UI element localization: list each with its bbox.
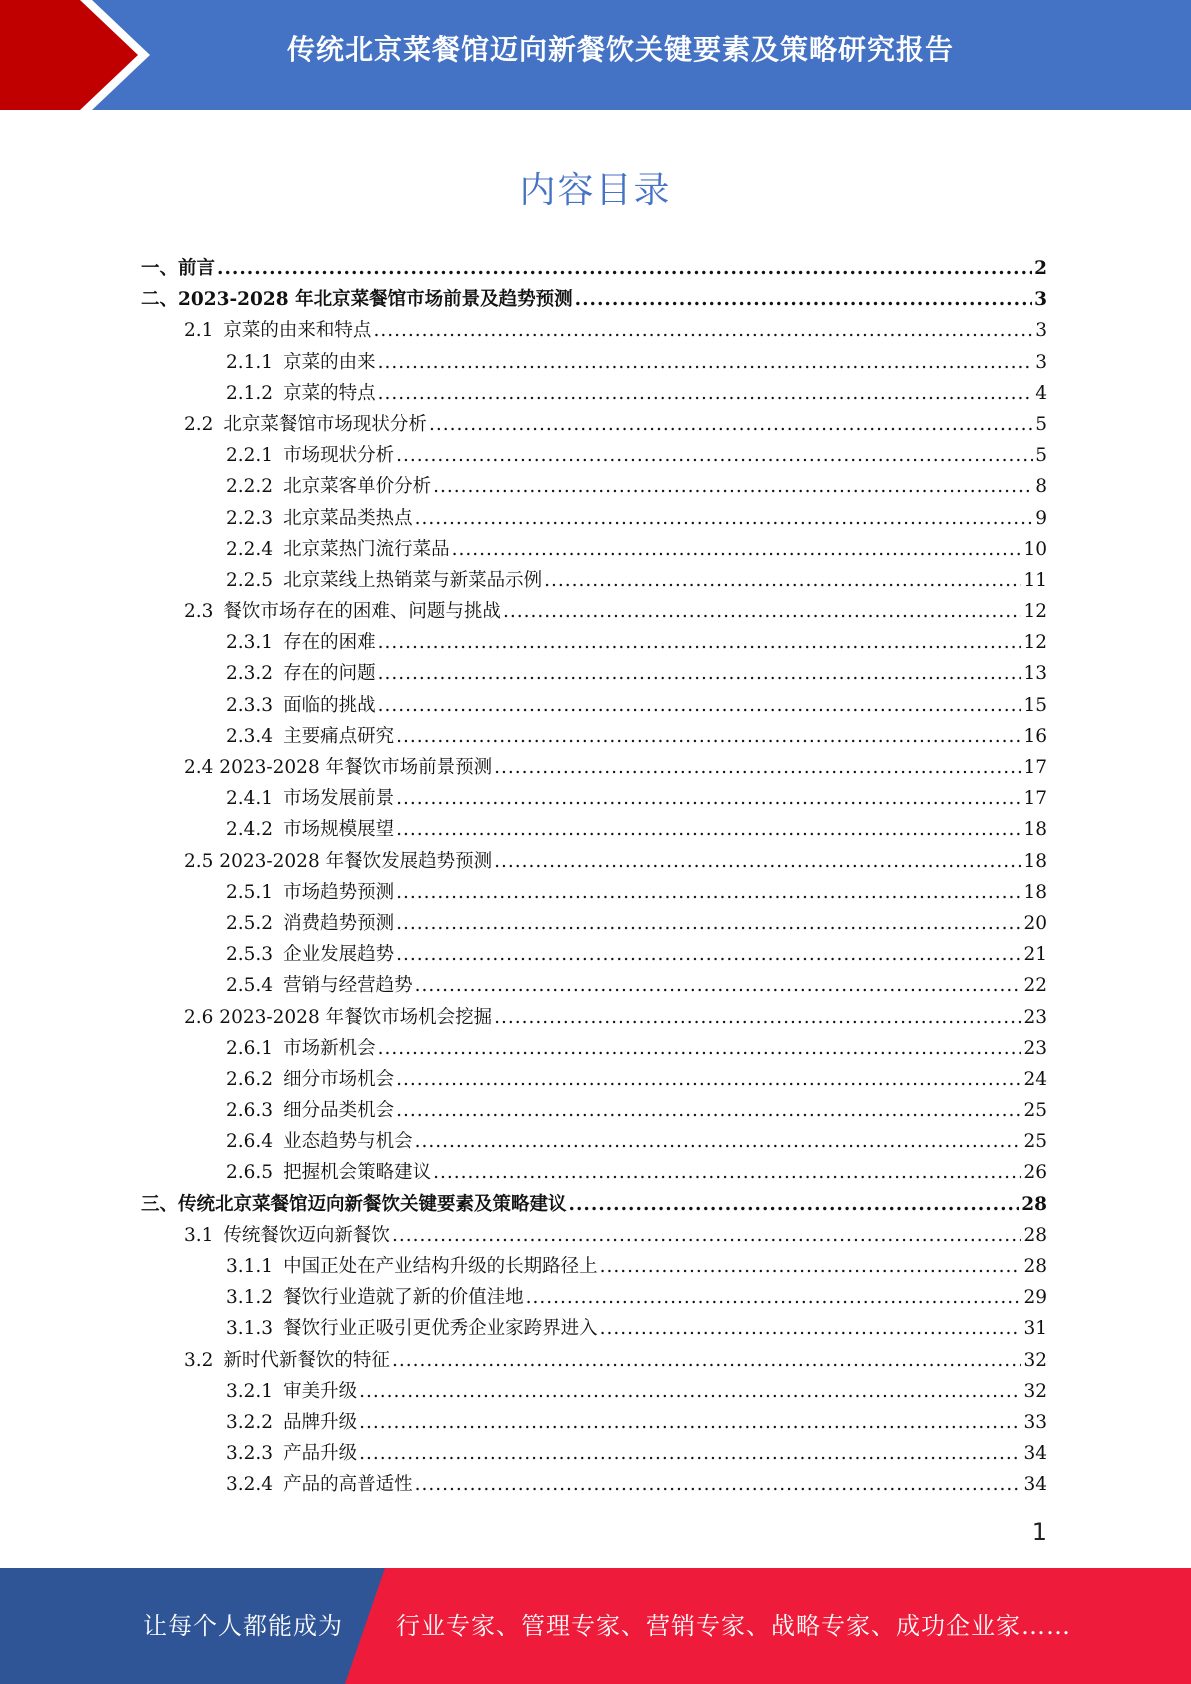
toc-entry[interactable]	[141, 1408, 1047, 1439]
toc-entry-page: 23	[1023, 1037, 1047, 1059]
toc-dot-leader	[494, 1007, 1021, 1028]
toc-entry-number: 3.1	[184, 1224, 214, 1246]
toc-entry-page: 28	[1023, 1224, 1047, 1246]
toc-entry[interactable]	[141, 348, 1047, 379]
toc-entry[interactable]	[141, 441, 1047, 472]
toc-entry-number: 2.3.4	[226, 725, 274, 747]
toc-dot-leader	[494, 851, 1021, 872]
toc-entry-number: 2.5.3	[226, 944, 274, 966]
toc-entry-title: 把握机会策略建议	[283, 1162, 432, 1184]
toc-entry-number: 2.3.3	[226, 694, 274, 716]
toc-dot-leader	[378, 352, 1034, 373]
toc-entry-title: 企业发展趋势	[283, 944, 395, 966]
toc-entry-page: 31	[1023, 1318, 1047, 1340]
toc-entry[interactable]	[141, 659, 1047, 690]
toc-title: 内容目录	[519, 170, 672, 211]
toc-entry-number: 2.2.5	[226, 569, 274, 591]
toc-entry[interactable]	[141, 1221, 1047, 1252]
toc-entry-page: 29	[1023, 1287, 1047, 1309]
toc-entry-page: 18	[1023, 850, 1047, 872]
toc-entry-page: 16	[1023, 725, 1047, 747]
toc-dot-leader	[396, 1100, 1021, 1121]
toc-entry-page: 18	[1023, 819, 1047, 841]
toc-entry-title: 2.4 2023-2028 年餐饮市场前景预测	[184, 757, 493, 778]
toc-entry-page: 10	[1023, 538, 1047, 560]
toc-entry-number: 2.5.2	[226, 912, 274, 934]
toc-entry-number: 2.4.1	[226, 788, 274, 810]
toc-dot-leader	[503, 601, 1022, 622]
toc-entry-number: 3.1.3	[226, 1318, 274, 1340]
toc-dot-leader	[396, 1069, 1021, 1090]
toc-entry-number: 2.3.2	[226, 663, 274, 685]
toc-entry[interactable]	[141, 285, 1047, 316]
toc-dot-leader	[415, 508, 1034, 529]
toc-entry[interactable]	[141, 1190, 1047, 1221]
toc-entry-number: 2.5.1	[226, 881, 274, 903]
toc-entry-number: 3.1.2	[226, 1287, 274, 1309]
toc-dot-leader	[378, 383, 1034, 404]
toc-entry-title: 2.5 2023-2028 年餐饮发展趋势预测	[184, 850, 493, 872]
toc-dot-leader	[415, 975, 1022, 996]
toc-entry-page: 34	[1023, 1443, 1047, 1465]
toc-entry[interactable]	[141, 1096, 1047, 1127]
toc-entry-page: 28	[1021, 1193, 1047, 1215]
toc-dot-leader	[373, 320, 1033, 341]
toc-entry-page: 5	[1035, 445, 1047, 467]
toc-entry-number: 3.2.1	[226, 1380, 274, 1402]
toc-dot-leader	[575, 289, 1033, 310]
toc-entry-title: 品牌升级	[283, 1411, 358, 1433]
toc-dot-leader	[544, 570, 1021, 591]
toc-entry[interactable]	[141, 1314, 1047, 1345]
toc-entry-title: 北京菜餐馆市场现状分析	[223, 413, 427, 435]
toc-entry-number: 二、	[141, 289, 179, 311]
toc-entry[interactable]	[141, 1065, 1047, 1096]
toc-entry-page: 4	[1035, 382, 1047, 404]
toc-entry-page: 32	[1023, 1380, 1047, 1402]
toc-dot-leader	[433, 476, 1033, 497]
toc-entry-page: 3	[1035, 320, 1047, 342]
toc-entry-title: 市场发展前景	[283, 788, 395, 810]
toc-dot-leader	[359, 1443, 1021, 1464]
toc-entry-title: 京菜的特点	[283, 382, 376, 404]
toc-dot-leader	[569, 1194, 1020, 1215]
toc-entry-page: 3	[1035, 351, 1047, 373]
toc-entry-number: 2.1.1	[226, 351, 274, 373]
toc-dot-leader	[452, 539, 1022, 560]
toc-dot-leader	[396, 726, 1021, 747]
toc-dot-leader	[600, 1256, 1022, 1277]
toc-entry-page: 11	[1023, 569, 1047, 591]
toc-dot-leader	[396, 882, 1021, 903]
toc-entry-page: 12	[1023, 601, 1047, 623]
report-title: 传统北京菜餐馆迈向新餐饮关键要素及策略研究报告	[286, 33, 954, 66]
toc-entry-title: 中国正处在产业结构升级的长期路径上	[283, 1256, 598, 1277]
toc-entry-page: 17	[1023, 788, 1047, 810]
toc-entry-number: 2.2.2	[226, 476, 274, 498]
toc-entry-title: 北京菜客单价分析	[283, 476, 432, 498]
toc-entry-number: 三、	[141, 1193, 179, 1215]
toc-entry-page: 18	[1023, 881, 1047, 903]
toc-entry-number: 3.2.3	[226, 1443, 274, 1465]
toc-entry[interactable]	[141, 597, 1047, 628]
toc-entry[interactable]	[141, 379, 1047, 410]
toc-dot-leader	[378, 695, 1022, 716]
toc-entry-number: 2.2.1	[226, 445, 274, 467]
toc-entry-page: 28	[1023, 1256, 1047, 1277]
toc-entry[interactable]	[141, 940, 1047, 971]
page-number: 1	[1031, 1518, 1047, 1546]
toc-entry-number: 2.6.1	[226, 1037, 274, 1059]
footer-roles: 行业专家、管理专家、营销专家、战略专家、成功企业家……	[396, 1612, 1071, 1640]
header-banner	[0, 0, 1191, 110]
toc-entry-title: 细分品类机会	[283, 1100, 395, 1122]
toc-entry-page: 26	[1023, 1162, 1047, 1184]
toc-entry-title: 细分市场机会	[283, 1068, 395, 1090]
toc-entry[interactable]	[141, 628, 1047, 659]
toc-entry[interactable]	[141, 1034, 1047, 1065]
toc-entry[interactable]	[141, 784, 1047, 815]
toc-entry-number: 2.5.4	[226, 975, 274, 997]
toc-dot-leader	[396, 944, 1021, 965]
toc-entry-number: 2.1.2	[226, 382, 274, 404]
toc-entry[interactable]	[141, 1283, 1047, 1314]
toc-entry-number: 2.3	[184, 601, 214, 623]
toc-entry-page: 8	[1035, 476, 1047, 498]
toc-entry-number: 3.2.2	[226, 1411, 274, 1433]
toc-dot-leader	[600, 1318, 1022, 1339]
toc-entry[interactable]	[141, 1252, 1047, 1283]
toc-dot-leader	[378, 663, 1022, 684]
toc-entry-number: 2.4.2	[226, 819, 274, 841]
toc-entry-number: 2.6.3	[226, 1100, 274, 1122]
toc-entry-number: 3.2.4	[226, 1474, 274, 1496]
toc-entry[interactable]	[141, 1127, 1047, 1158]
toc-entry[interactable]	[141, 472, 1047, 503]
toc-entry-number: 3.2	[184, 1349, 214, 1371]
toc-entry-number: 2.6.5	[226, 1162, 274, 1184]
toc-entry[interactable]	[141, 1346, 1047, 1377]
toc-dot-leader	[378, 1038, 1022, 1059]
toc-entry-title: 市场新机会	[283, 1037, 376, 1059]
toc-entry-page: 15	[1023, 694, 1047, 716]
toc-dot-leader	[396, 445, 1033, 466]
toc-entry-title: 主要痛点研究	[283, 725, 395, 747]
toc-entry[interactable]	[141, 316, 1047, 347]
toc-dot-leader	[396, 819, 1021, 840]
toc-dot-leader	[433, 1162, 1021, 1183]
toc-dot-leader	[494, 757, 1021, 778]
toc-entry-title: 产品的高普适性	[283, 1474, 413, 1496]
toc-entry-number: 2.2	[184, 413, 214, 435]
toc-entry-page: 25	[1023, 1100, 1047, 1122]
toc-entry-title: 传统餐饮迈向新餐饮	[223, 1224, 390, 1246]
toc-entry[interactable]	[141, 753, 1047, 784]
toc-entry-title: 审美升级	[283, 1380, 358, 1402]
toc-entry-title: 消费趋势预测	[283, 912, 395, 934]
toc-entry-number: 一、	[141, 258, 179, 279]
toc-entry[interactable]	[141, 410, 1047, 441]
toc-entry-number: 2.2.4	[226, 538, 274, 560]
toc-entry-page: 34	[1023, 1474, 1047, 1496]
toc-dot-leader	[415, 1131, 1022, 1152]
toc-entry-title: 京菜的由来和特点	[223, 320, 372, 342]
table-of-contents	[141, 254, 1047, 1502]
toc-entry-title: 2.6 2023-2028 年餐饮市场机会挖掘	[184, 1006, 493, 1028]
footer-banner	[0, 1568, 1191, 1684]
toc-entry-title: 京菜的由来	[283, 351, 376, 373]
toc-dot-leader	[217, 258, 1032, 279]
toc-entry-title: 市场趋势预测	[283, 881, 395, 903]
toc-entry-title: 面临的挑战	[283, 694, 376, 716]
toc-entry-title: 市场现状分析	[283, 445, 395, 467]
toc-dot-leader	[378, 632, 1022, 653]
toc-entry-page: 22	[1023, 975, 1047, 997]
toc-entry-title: 餐饮市场存在的困难、问题与挑战	[223, 601, 501, 623]
toc-entry-number: 2.6.2	[226, 1068, 274, 1090]
toc-entry[interactable]	[141, 1158, 1047, 1189]
toc-entry[interactable]	[141, 909, 1047, 940]
toc-entry-page: 32	[1023, 1349, 1047, 1371]
toc-entry-number: 2.6.4	[226, 1131, 274, 1153]
toc-entry-page: 13	[1023, 663, 1047, 685]
toc-entry-title: 产品升级	[283, 1443, 358, 1465]
toc-entry[interactable]	[141, 1439, 1047, 1470]
toc-entry[interactable]	[141, 847, 1047, 878]
toc-entry-number: 2.3.1	[226, 632, 274, 654]
toc-entry-page: 20	[1023, 912, 1047, 934]
toc-entry-page: 9	[1035, 507, 1047, 529]
toc-entry[interactable]	[141, 691, 1047, 722]
toc-entry[interactable]	[141, 1470, 1047, 1501]
toc-dot-leader	[396, 788, 1021, 809]
toc-entry-title: 业态趋势与机会	[283, 1131, 413, 1153]
toc-entry-page: 12	[1023, 632, 1047, 654]
toc-entry-page: 17	[1023, 757, 1047, 778]
toc-dot-leader	[392, 1350, 1022, 1371]
toc-entry-page: 25	[1023, 1131, 1047, 1153]
toc-entry-page: 33	[1023, 1411, 1047, 1433]
toc-entry[interactable]	[141, 566, 1047, 597]
toc-entry-title: 北京菜线上热销菜与新菜品示例	[283, 569, 543, 591]
toc-entry-title: 餐饮行业造就了新的价值洼地	[283, 1287, 524, 1309]
toc-entry-number: 2.2.3	[226, 507, 274, 529]
toc-entry-page: 23	[1023, 1006, 1047, 1028]
toc-entry[interactable]	[141, 971, 1047, 1002]
toc-dot-leader	[359, 1381, 1021, 1402]
toc-entry-title: 餐饮行业正吸引更优秀企业家跨界进入	[283, 1318, 598, 1340]
toc-dot-leader	[392, 1225, 1022, 1246]
toc-dot-leader	[429, 414, 1033, 435]
toc-entry-page: 24	[1023, 1068, 1047, 1090]
toc-entry[interactable]	[141, 1003, 1047, 1034]
toc-dot-leader	[396, 913, 1021, 934]
toc-entry-title: 存在的问题	[283, 663, 376, 685]
toc-entry-title: 新时代新餐饮的特征	[223, 1349, 390, 1371]
toc-entry[interactable]	[141, 254, 1047, 285]
toc-entry-title: 前言	[178, 258, 216, 279]
toc-entry-page: 3	[1034, 289, 1047, 311]
toc-dot-leader	[359, 1412, 1021, 1433]
toc-dot-leader	[526, 1287, 1022, 1308]
toc-entry-page: 2	[1034, 258, 1047, 279]
toc-entry[interactable]	[141, 878, 1047, 909]
toc-entry[interactable]	[141, 535, 1047, 566]
toc-entry-title: 存在的困难	[283, 632, 376, 654]
toc-entry-title: 市场规模展望	[283, 819, 395, 841]
toc-entry-page: 21	[1023, 944, 1047, 966]
toc-entry[interactable]	[141, 815, 1047, 846]
toc-entry[interactable]	[141, 1377, 1047, 1408]
toc-entry-title: 传统北京菜餐馆迈向新餐饮关键要素及策略建议	[178, 1193, 567, 1215]
toc-entry-number: 2.1	[184, 320, 214, 342]
toc-entry[interactable]	[141, 504, 1047, 535]
toc-entry-title: 营销与经营趋势	[283, 975, 413, 997]
toc-entry[interactable]	[141, 722, 1047, 753]
toc-entry-title: 北京菜品类热点	[283, 507, 413, 529]
toc-entry-title: 北京菜热门流行菜品	[283, 538, 450, 560]
toc-entry-page: 5	[1035, 413, 1047, 435]
toc-entry-number: 3.1.1	[226, 1256, 274, 1277]
footer-slogan: 让每个人都能成为	[143, 1612, 343, 1640]
toc-dot-leader	[415, 1474, 1022, 1495]
toc-entry-title: 2023-2028 年北京菜餐馆市场前景及趋势预测	[178, 289, 573, 311]
